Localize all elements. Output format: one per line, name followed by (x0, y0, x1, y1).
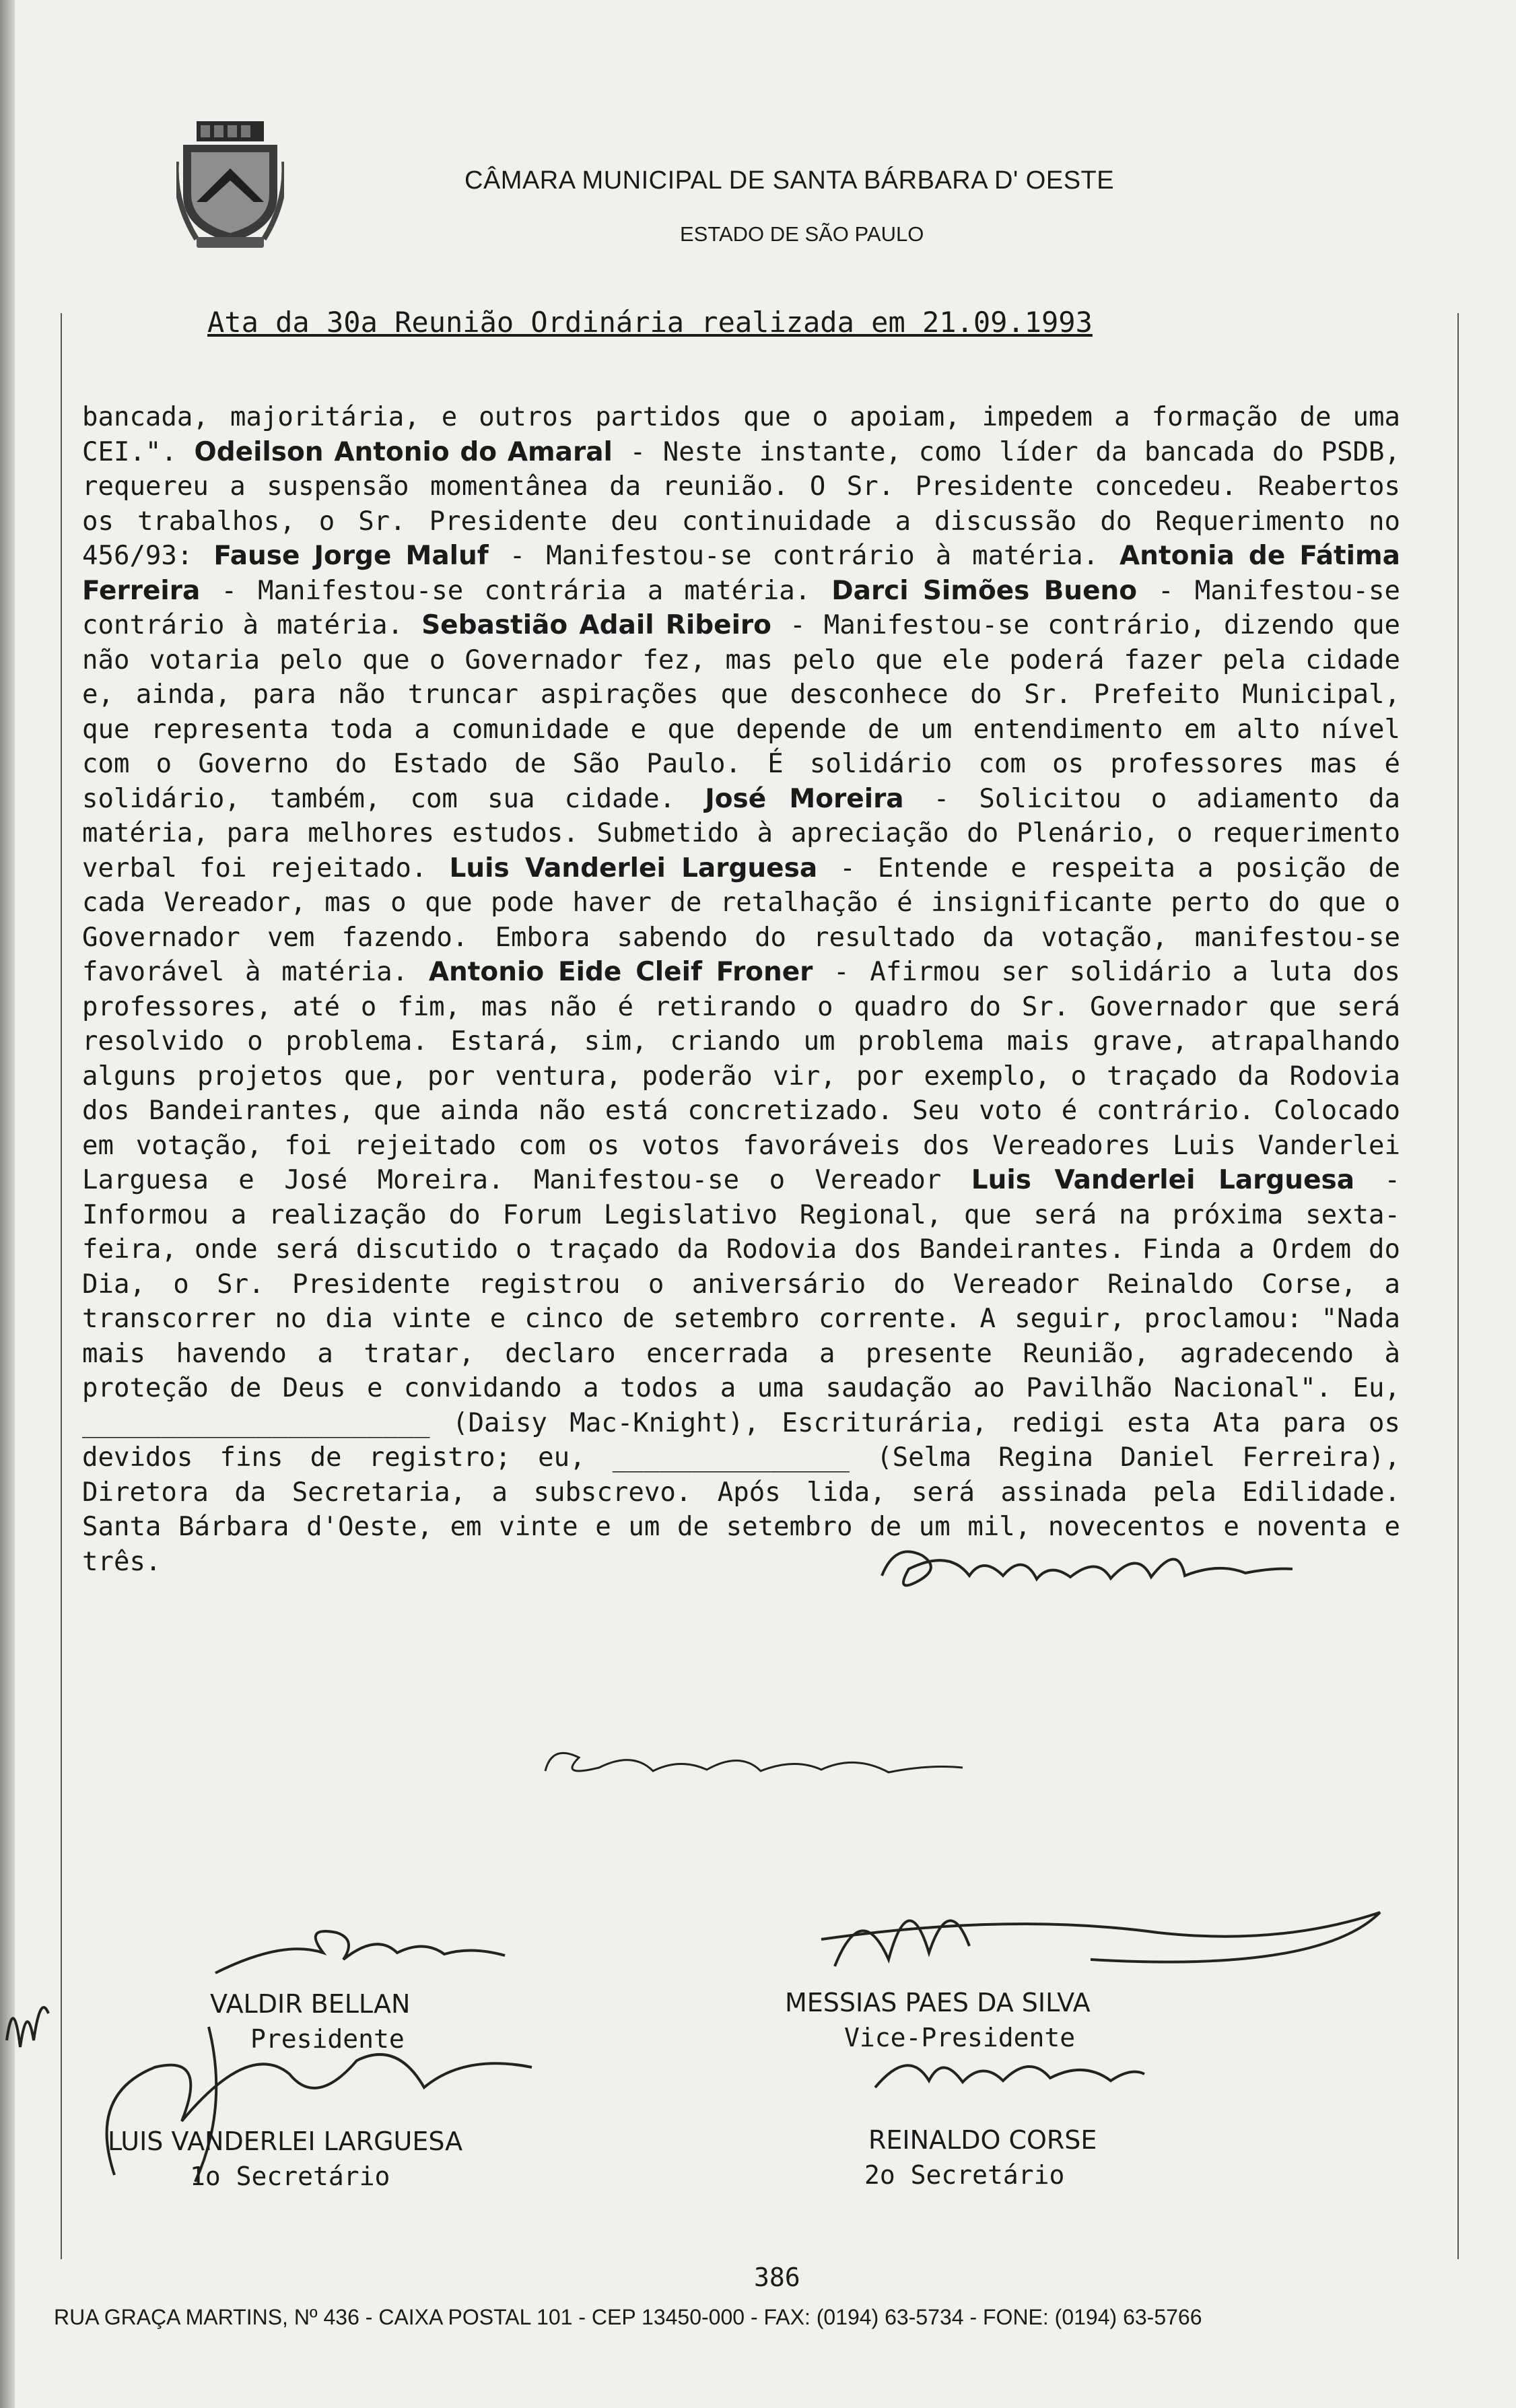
first-secretary-role: 1o Secretário (190, 2162, 390, 2191)
paragraph-segment: (Daisy Mac-Knight), Escriturária, redigi esta Ata para os devidos fins de registro; eu, (82, 1407, 1400, 1473)
paragraph-segment: - Manifestou-se contrário à matéria. (82, 575, 1400, 640)
paragraph-segment: - Manifestou-se contrário à matéria. (488, 541, 1119, 571)
paragraph-segment: - Neste instante, como líder da bancada do PSDB, requereu a suspensão momentânea da reunião. O Sr. Presidente concedeu. Reabertos os trabalhos, o Sr. Presidente deu continuidade a discussão do Requerimento no 456/93: (82, 436, 1400, 571)
footer-address: RUA GRAÇA MARTINS, Nº 436 - CAIXA POSTAL 101 - CEP 13450-000 - FAX: (0194) 63-5734 - FONE: (0194) 63-5766 (54, 2305, 1202, 2329)
speaker-name: Sebastião Adail Ribeiro (421, 610, 771, 640)
president-role: Presidente (250, 2024, 405, 2054)
paragraph-segment: - Informou a realização do Forum Legislativo Regional, que será na próxima sexta-feira, onde será discutido o traçado da Rodovia dos Bandeirantes. Finda a Ordem do Dia, o Sr. Presidente registrou o aniversário do Vereador Reinaldo Corse, a transcorrer no dia vinte e cinco de setembro corrente. A seguir, proclamou: "Nada mais havendo a tratar, declaro encerrada a presente Reunião, agradecendo à proteção de Deus e convidando a todos a uma saudação ao Pavilhão Nacional". Eu, (82, 1165, 1400, 1403)
first-secretary-name: LUIS VANDERLEI LARGUESA (108, 2127, 463, 2156)
municipal-crest-logo (176, 121, 284, 249)
paragraph-segment: - Manifestou-se contrária a matéria. (200, 575, 832, 606)
speaker-name: Fause Jorge Maluf (213, 541, 489, 571)
header-title: CÂMARA MUNICIPAL DE SANTA BÁRBARA D' OESTE (464, 166, 1115, 195)
paragraph-segment: - Entende e respeita a posição de cada Vereador, mas o que pode haver de retalhação é insignificante perto do que o Governador vem fazendo. Embora sabendo do resultado da votação, manifestou-se favorável à matéria. (82, 852, 1401, 987)
paragraph-segment: _______________ (612, 1442, 850, 1473)
daisy-signature-mark (868, 1529, 1299, 1609)
bellan-signature-mark (202, 1912, 512, 1986)
minutes-body (82, 400, 1400, 1579)
speaker-name: Antonia de Fátima Ferreira (82, 541, 1400, 606)
speaker-name: Darci Simões Bueno (831, 575, 1138, 606)
paragraph-segment: - Manifestou-se contrário, dizendo que não votaria pelo que o Governador fez, mas pelo que ele poderá fazer pela cidade e, ainda, para não truncar aspirações que desconhece do Sr. Prefeito Municipal, que representa toda a comunidade e que depende de um entendimento em alto nível com o Governo do Estado de São Paulo. É solidário com os professores mas é solidário, também, com sua cidade. (82, 610, 1400, 814)
minutes-paragraph (82, 400, 1400, 1579)
president-name: VALDIR BELLAN (210, 1989, 411, 2019)
vice-president-name: MESSIAS PAES DA SILVA (785, 1988, 1091, 2017)
paragraph-segment: (Selma Regina Daniel Ferreira), Diretora da Secretaria, a subscrevo. Após lida, será assinada pela Edilidade. Santa Bárbara d'Oeste, em vinte e um de setembro de um mil, novecentos e noventa e três. (82, 1442, 1401, 1577)
second-secretary-role: 2o Secretário (864, 2160, 1065, 2190)
document-title: Ata da 30a Reunião Ordinária realizada em 21.09.1993 (207, 306, 1093, 339)
messias-signature-mark (808, 1872, 1387, 1980)
paragraph-segment: bancada, majoritária, e outros partidos que o apoiam, impedem a formação de uma CEI.". (82, 402, 1400, 467)
margin-initials-mark (0, 1973, 54, 2061)
paragraph-segment: - Afirmou ser solidário a luta dos professores, até o fim, mas não é retirando o quadro do Sr. Governador que será resolvido o problema. Estará, sim, criando um problema mais grave, atrapalhando alguns projetos que, por ventura, poderão vir, por exemplo, o traçado da Rodovia dos Bandeirantes, que ainda não está concretizado. Seu voto é contrário. Colocado em votação, foi rejeitado com os votos favoráveis dos Vereadores Luis Vanderlei Larguesa e José Moreira. Manifestou-se o Vereador (82, 957, 1400, 1195)
paragraph-segment: - Solicitou o adiamento da matéria, para melhores estudos. Submetido à apreciação do Plenário, o requerimento verbal foi rejeitado. (82, 783, 1400, 883)
vice-president-role: Vice-Presidente (844, 2023, 1076, 2052)
right-margin-rule (1457, 313, 1459, 2259)
header-subtitle: ESTADO DE SÃO PAULO (680, 222, 924, 246)
page-number: 386 (754, 2263, 800, 2292)
second-secretary-name: REINALDO CORSE (868, 2125, 1097, 2155)
speaker-name: Antonio Eide Cleif Froner (428, 957, 813, 987)
left-margin-rule (61, 313, 62, 2259)
speaker-name: Luis Vanderlei Larguesa (449, 852, 818, 883)
speaker-name: Luis Vanderlei Larguesa (971, 1165, 1355, 1195)
speaker-name: José Moreira (705, 783, 904, 814)
paragraph-segment: ______________________ (82, 1407, 430, 1438)
selma-signature-mark (539, 1737, 969, 1791)
speaker-name: Odeilson Antonio do Amaral (194, 436, 613, 467)
